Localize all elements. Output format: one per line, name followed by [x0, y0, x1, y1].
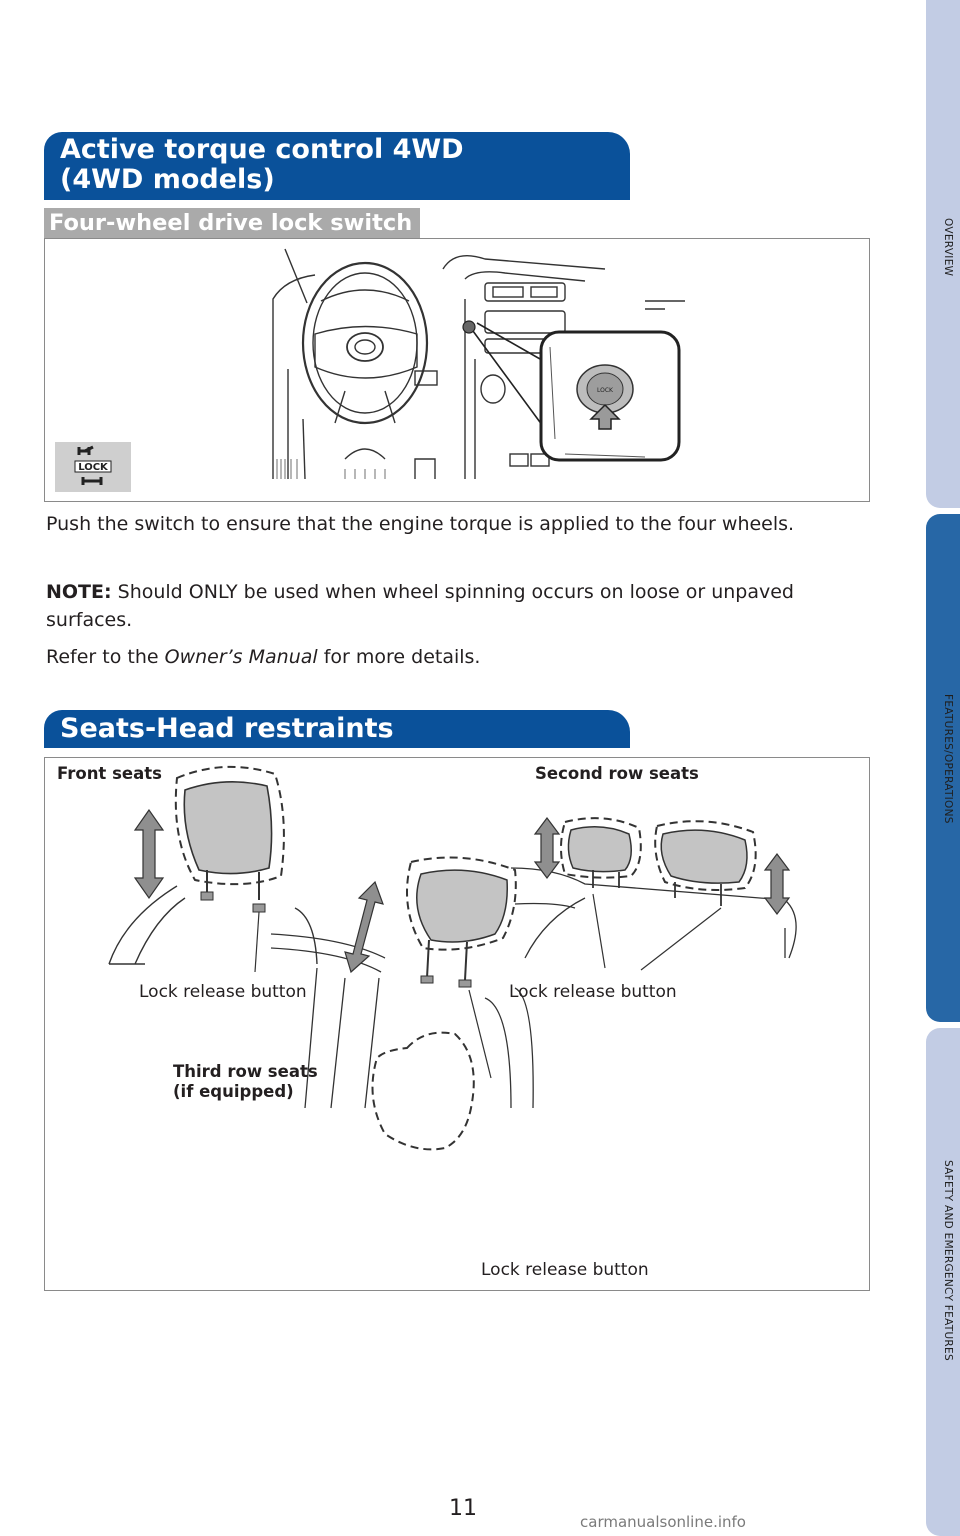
second-row-label: Second row seats — [535, 764, 699, 783]
front-lock-release-caption: Lock release button — [139, 982, 307, 1002]
third-lock-release-caption: Lock release button — [481, 1260, 649, 1280]
section-title-seats-text: Seats-Head restraints — [60, 713, 394, 744]
note-text: Should ONLY be used when wheel spinning occurs on loose or unpaved surfaces. — [46, 581, 794, 631]
front-seat-headrest — [109, 767, 317, 972]
tab-safety-label: SAFETY AND EMERGENCY FEATURES — [942, 1160, 954, 1361]
ref-suffix: for more details. — [317, 646, 481, 668]
tab-features-label: FEATURES/OPERATIONS — [942, 694, 954, 824]
third-row-label-line2: (if equipped) — [173, 1082, 294, 1101]
tab-safety-emergency[interactable] — [926, 1028, 960, 1536]
watermark: carmanualsonline.info — [580, 1513, 746, 1531]
ref-prefix: Refer to the — [46, 646, 165, 668]
subsection-title-text: Four-wheel drive lock switch — [49, 210, 413, 236]
front-seats-label: Front seats — [57, 764, 162, 783]
third-row-headrest — [271, 858, 533, 1150]
tab-overview[interactable] — [926, 0, 960, 508]
section-title-4wd — [44, 132, 630, 200]
lock-4wd-icon — [55, 442, 131, 492]
svg-text:LOCK: LOCK — [597, 387, 613, 394]
tab-overview-label: OVERVIEW — [942, 218, 954, 277]
tab-features-operations[interactable] — [926, 514, 960, 1022]
second-row-headrests — [511, 818, 796, 970]
svg-text:LOCK: LOCK — [78, 462, 108, 473]
dashboard-illustration — [45, 239, 869, 501]
section-title-seats — [44, 710, 630, 748]
subsection-title — [44, 208, 420, 238]
section-title-line1: Active torque control 4WD — [60, 134, 464, 165]
ref-owners-manual: Owner’s Manual — [164, 646, 318, 668]
section-title-line2: (4WD models) — [60, 164, 275, 195]
note-paragraph — [46, 578, 846, 634]
dashboard-figure — [44, 238, 870, 502]
seats-figure — [44, 757, 870, 1291]
third-row-label-line1: Third row seats — [173, 1062, 318, 1081]
second-lock-release-caption: Lock release button — [509, 982, 677, 1002]
note-label: NOTE: — [46, 581, 112, 603]
head-restraints-illustration — [45, 758, 869, 1290]
paragraph-push-switch: Push the switch to ensure that the engine torque is applied to the four wheels. — [46, 513, 795, 535]
reference-paragraph — [46, 643, 846, 671]
page-number: 11 — [449, 1496, 477, 1521]
